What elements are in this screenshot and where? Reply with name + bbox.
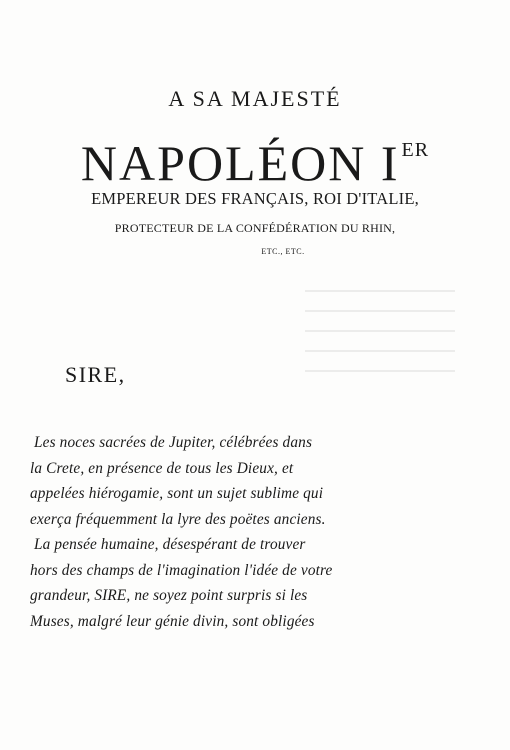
letter-line: la Crete, en présence de tous les Dieux, et — [30, 459, 294, 477]
letter-line: Muses, malgré leur génie divin, sont obligées — [30, 612, 315, 630]
dedication-title-emperor: EMPEREUR DES FRANÇAIS, ROI D'ITALIE, — [91, 189, 419, 208]
dedication-title-protector: PROTECTEUR DE LA CONFÉDÉRATION DU RHIN, — [114, 221, 396, 235]
letter-body — [30, 430, 380, 634]
dedication-name-suffix: ER — [401, 139, 430, 161]
letter-line: grandeur, SIRE, ne soyez point surpris si les — [30, 587, 308, 604]
letter-line: exerça fréquemment la lyre des poëtes anciens. — [30, 510, 326, 528]
dedication-name-heading — [0, 122, 510, 191]
dedication-name: NAPOLÉON I — [80, 135, 400, 191]
letter-salutation: SIRE, — [65, 362, 126, 387]
dedication-line-to-majesty: A SA MAJESTÉ — [168, 86, 342, 111]
letter-line: Les noces sacrées de Jupiter, célébrées dans — [34, 434, 313, 451]
letter-line: La pensée humaine, désespérant de trouver — [34, 536, 306, 553]
dedication-etc: ETC., ETC. — [261, 247, 305, 256]
verso-bleed-through — [305, 290, 455, 410]
letter-line: hors des champs de l'imagination l'idée de votre — [30, 561, 333, 579]
letter-line: appelées hiérogamie, sont un sujet sublime qui — [30, 485, 324, 502]
